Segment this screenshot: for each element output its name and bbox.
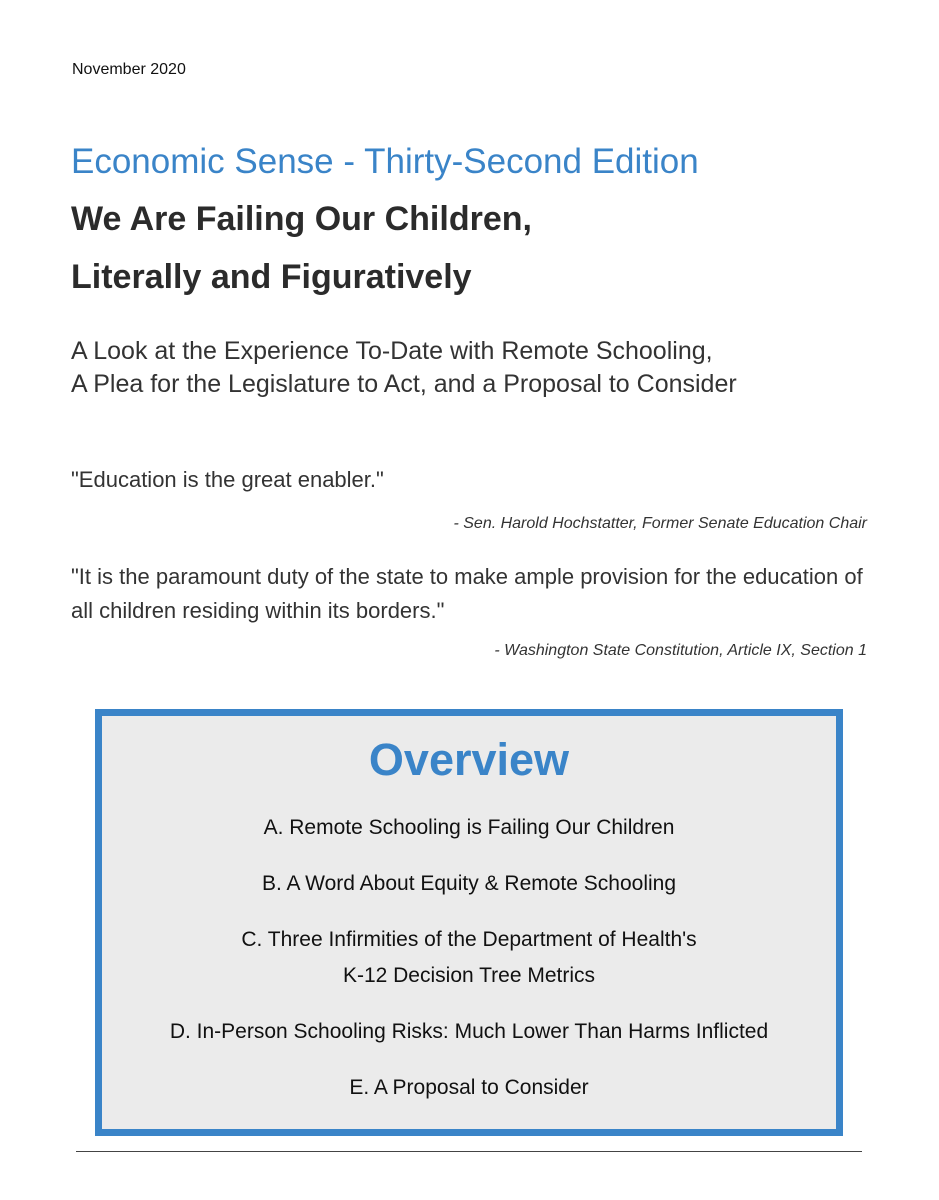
- overview-item-c: C. Three Infirmities of the Department of Health's: [241, 928, 697, 951]
- subtitle-line-1: A Look at the Experience To-Date with Remote Schooling,: [71, 337, 713, 365]
- page-title-line-2: Literally and Figuratively: [71, 258, 472, 296]
- overview-heading: Overview: [368, 734, 570, 785]
- quote-2-attribution: - Washington State Constitution, Article IX, Section 1: [494, 642, 867, 659]
- quote-1-attribution: - Sen. Harold Hochstatter, Former Senate Education Chair: [453, 515, 867, 532]
- quote-2: "It is the paramount duty of the state to make ample provision for the education of all children residing within its borders.": [71, 564, 863, 623]
- divider: [76, 1151, 862, 1152]
- overview-item-e: E. A Proposal to Consider: [349, 1076, 589, 1099]
- page-title-line-1: We Are Failing Our Children,: [71, 200, 532, 238]
- overview-box: [95, 709, 843, 1136]
- overview-item-d: D. In-Person Schooling Risks: Much Lower Than Harms Inflicted: [169, 1020, 769, 1043]
- series-title: Economic Sense - Thirty-Second Edition: [71, 142, 699, 181]
- publication-date: November 2020: [72, 61, 186, 78]
- overview-item-a: A. Remote Schooling is Failing Our Children: [263, 816, 675, 839]
- quote-1: "Education is the great enabler.": [71, 467, 384, 492]
- subtitle-line-2: A Plea for the Legislature to Act, and a Proposal to Consider: [71, 370, 737, 398]
- overview-item-c-cont: K-12 Decision Tree Metrics: [342, 964, 596, 987]
- overview-item-b: B. A Word About Equity & Remote Schooling: [261, 872, 677, 895]
